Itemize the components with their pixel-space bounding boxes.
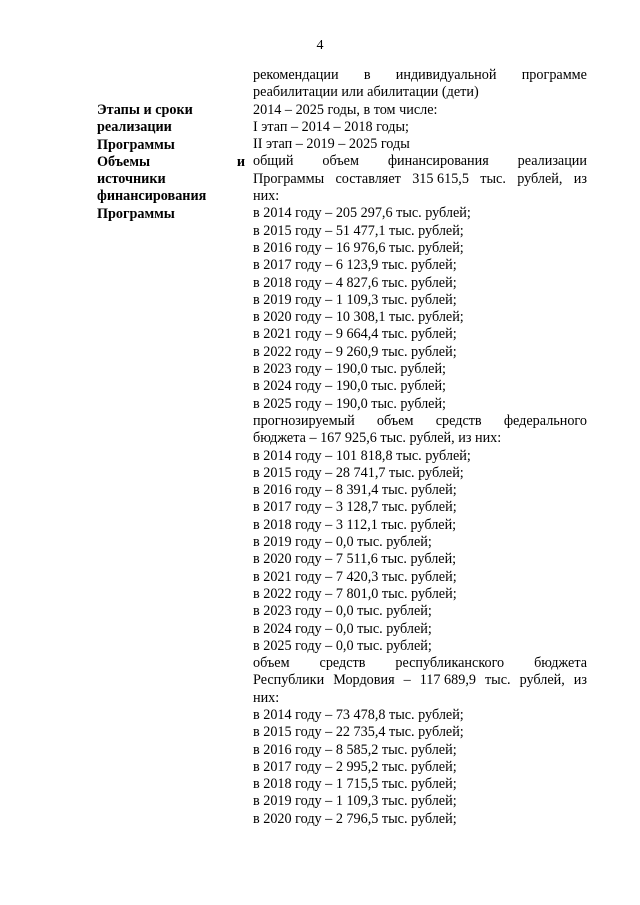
word: программе: [521, 67, 587, 83]
federal-year-line: в 2024 году – 0,0 тыс. рублей;: [253, 620, 432, 637]
word: федерального: [503, 412, 587, 429]
volumes-label-line-4: Программы: [97, 205, 175, 222]
total-year-line: в 2025 году – 190,0 тыс. рублей;: [253, 395, 446, 412]
republic-line-3: них:: [253, 689, 280, 706]
word: тыс.: [484, 672, 511, 689]
federal-line-1: [253, 413, 587, 430]
republic-year-line: в 2019 году – 1 109,3 тыс. рублей;: [253, 793, 457, 810]
word: Мордовия: [333, 672, 395, 689]
federal-year-line: в 2021 году – 7 420,3 тыс. рублей;: [253, 568, 457, 585]
word: объем: [253, 655, 290, 672]
republic-line-2: [253, 672, 587, 689]
word: объем: [322, 153, 359, 170]
volumes-label-line-2: источники: [97, 171, 166, 188]
total-year-line: в 2021 году – 9 664,4 тыс. рублей;: [253, 326, 457, 343]
total-year-line: в 2022 году – 9 260,9 тыс. рублей;: [253, 343, 457, 360]
word: составляет: [335, 170, 401, 187]
total-line-2: [253, 171, 587, 188]
republic-year-line: в 2018 году – 1 715,5 тыс. рублей;: [253, 776, 457, 793]
word: рублей,: [519, 672, 565, 689]
federal-year-line: в 2015 году – 28 741,7 тыс. рублей;: [253, 464, 464, 481]
word: средств: [435, 412, 482, 429]
word: Республики: [253, 672, 325, 689]
federal-year-line: в 2023 году – 0,0 тыс. рублей;: [253, 603, 432, 620]
intro-line-2: реабилитации или абилитации (дети): [253, 84, 479, 101]
page-number: 4: [316, 38, 324, 53]
section-content: [253, 67, 587, 828]
volumes-label-line-1: [97, 154, 245, 171]
federal-year-line: в 2016 году – 8 391,4 тыс. рублей;: [253, 482, 457, 499]
word: финансирования: [387, 153, 489, 170]
total-line-1: [253, 153, 587, 170]
republic-year-line: в 2015 году – 22 735,4 тыс. рублей;: [253, 724, 464, 741]
word: объем: [376, 412, 414, 429]
total-year-line: в 2016 году – 16 976,6 тыс. рублей;: [253, 239, 464, 256]
republic-year-line: в 2017 году – 2 995,2 тыс. рублей;: [253, 758, 457, 775]
republic-year-line: в 2014 году – 73 478,8 тыс. рублей;: [253, 706, 464, 723]
stages-label-line-3: Программы: [97, 136, 175, 153]
stages-line-2: I этап – 2014 – 2018 годы;: [253, 118, 409, 135]
word: индивидуальной: [395, 67, 497, 83]
total-year-line: в 2014 году – 205 297,6 тыс. рублей;: [253, 205, 471, 222]
federal-year-line: в 2025 году – 0,0 тыс. рублей;: [253, 637, 432, 654]
volumes-label-conjunction: и: [236, 153, 245, 170]
volumes-label-line-3: финансирования: [97, 188, 207, 205]
word: средств: [319, 655, 366, 672]
federal-year-line: в 2018 году – 3 112,1 тыс. рублей;: [253, 516, 457, 533]
word: –: [403, 672, 411, 689]
total-amount: 315 615,5: [412, 170, 469, 187]
stages-line-3: II этап – 2019 – 2025 годы: [253, 136, 410, 153]
word: реализации: [517, 153, 587, 170]
republic-amount: 117 689,9: [419, 672, 476, 689]
total-year-line: в 2015 году – 51 477,1 тыс. рублей;: [253, 222, 464, 239]
republic-line-1: [253, 655, 587, 672]
republic-year-line: в 2020 году – 2 796,5 тыс. рублей;: [253, 810, 457, 827]
word: рекомендации: [253, 67, 339, 83]
federal-year-line: в 2014 году – 101 818,8 тыс. рублей;: [253, 447, 471, 464]
section-labels: [97, 102, 245, 223]
word: тыс.: [480, 170, 506, 187]
word: республиканского: [395, 655, 505, 672]
federal-year-line: в 2020 году – 7 511,6 тыс. рублей;: [253, 551, 457, 568]
word: из: [573, 170, 587, 187]
intro-line-1: [253, 67, 587, 84]
total-year-line: в 2019 году – 1 109,3 тыс. рублей;: [253, 291, 457, 308]
word: Программы: [253, 170, 325, 187]
federal-year-line: в 2019 году – 0,0 тыс. рублей;: [253, 534, 432, 551]
federal-year-line: в 2017 году – 3 128,7 тыс. рублей;: [253, 499, 457, 516]
total-year-line: в 2024 году – 190,0 тыс. рублей;: [253, 378, 446, 395]
total-year-line: в 2023 году – 190,0 тыс. рублей;: [253, 361, 446, 378]
word: общий: [253, 153, 294, 170]
word: из: [573, 672, 587, 689]
word: рублей,: [517, 170, 563, 187]
word: в: [363, 67, 371, 83]
stages-line-1: 2014 – 2025 годы, в том числе:: [253, 101, 438, 118]
stages-label-line-1: Этапы и сроки: [97, 102, 193, 118]
word: прогнозируемый: [253, 412, 355, 429]
total-year-line: в 2018 году – 4 827,6 тыс. рублей;: [253, 274, 457, 291]
word: бюджета: [534, 655, 587, 672]
total-year-line: в 2017 году – 6 123,9 тыс. рублей;: [253, 257, 457, 274]
stages-label-line-2: реализации: [97, 119, 172, 136]
federal-line-2: бюджета – 167 925,6 тыс. рублей, из них:: [253, 430, 502, 447]
total-line-3: них:: [253, 188, 280, 205]
republic-year-line: в 2016 году – 8 585,2 тыс. рублей;: [253, 741, 457, 758]
volumes-label-word: Объемы: [97, 153, 151, 170]
federal-year-line: в 2022 году – 7 801,0 тыс. рублей;: [253, 585, 457, 602]
total-year-line: в 2020 году – 10 308,1 тыс. рублей;: [253, 309, 464, 326]
